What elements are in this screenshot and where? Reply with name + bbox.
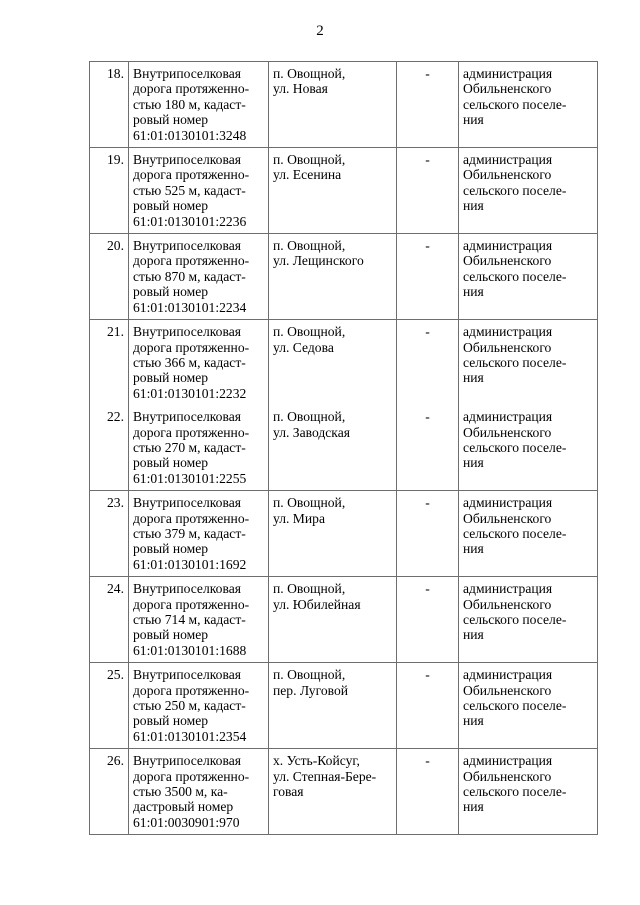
owner-line: сельского поселе-	[463, 354, 567, 370]
road-description-line: дорога протяженно-	[133, 81, 250, 97]
owner-line: Обильненского	[463, 424, 552, 440]
owner-line: администрация	[463, 409, 553, 425]
owner	[459, 577, 598, 663]
row-number: 24.	[90, 577, 129, 663]
road-address	[269, 234, 397, 320]
road-address-line: п. Овощной,	[273, 581, 346, 597]
owner	[459, 234, 598, 320]
row-number: 21.	[90, 320, 129, 406]
road-description-line: Внутрипоселковая	[133, 495, 241, 511]
road-address-line: ул. Юбилейная	[273, 596, 361, 612]
empty-value: -	[397, 577, 459, 663]
road-description	[129, 234, 269, 320]
road-address-line: говая	[273, 784, 304, 800]
road-description	[129, 577, 269, 663]
road-address-line: пер. Луговой	[273, 682, 349, 698]
road-address-line: ул. Есенина	[273, 167, 342, 183]
empty-value: -	[397, 320, 459, 406]
owner	[459, 320, 598, 406]
road-description-line: стью 250 м, кадаст-	[133, 698, 246, 714]
row-number: 26.	[90, 749, 129, 835]
road-description	[129, 320, 269, 406]
owner-line: ния	[463, 713, 484, 729]
table-row	[90, 663, 598, 749]
table-row	[90, 148, 598, 234]
road-description	[129, 491, 269, 577]
road-description-line: 61:01:0130101:2236	[133, 213, 247, 229]
table-row	[90, 749, 598, 835]
road-description-line: дорога протяженно-	[133, 682, 250, 698]
road-address-line: ул. Седова	[273, 339, 334, 355]
empty-value: -	[397, 62, 459, 148]
road-description-line: Внутрипоселковая	[133, 753, 241, 769]
road-address-line: ул. Лещинского	[273, 253, 364, 269]
road-description	[129, 663, 269, 749]
road-description-line: ровый номер	[133, 284, 209, 300]
road-description-line: дорога протяженно-	[133, 339, 250, 355]
road-description	[129, 62, 269, 148]
empty-value: -	[397, 491, 459, 577]
row-number: 25.	[90, 663, 129, 749]
empty-value: -	[397, 663, 459, 749]
road-description-line: Внутрипоселковая	[133, 324, 241, 340]
table-row	[90, 320, 598, 406]
road-description-line: Внутрипоселковая	[133, 581, 241, 597]
road-description-line: 61:01:0130101:2232	[133, 385, 247, 401]
road-address	[269, 749, 397, 835]
road-address-line: ул. Мира	[273, 510, 325, 526]
table-row	[90, 405, 598, 491]
road-description-line: 61:01:0130101:1688	[133, 642, 247, 658]
owner-line: сельского поселе-	[463, 439, 567, 455]
owner-line: администрация	[463, 753, 553, 769]
road-description-line: стью 270 м, кадаст-	[133, 439, 246, 455]
road-address-line: п. Овощной,	[273, 495, 346, 511]
empty-value: -	[397, 405, 459, 491]
road-description-line: 61:01:0130101:2255	[133, 470, 247, 486]
road-description-line: дорога протяженно-	[133, 768, 250, 784]
road-description	[129, 749, 269, 835]
owner-line: ния	[463, 455, 484, 471]
owner-line: Обильненского	[463, 682, 552, 698]
owner-line: сельского поселе-	[463, 612, 567, 627]
row-number: 23.	[90, 491, 129, 577]
road-description-line: стью 3500 м, ка-	[133, 784, 228, 800]
road-address-line: п. Овощной,	[273, 667, 346, 683]
row-number: 20.	[90, 234, 129, 320]
road-address-line: ул. Заводская	[273, 424, 350, 440]
owner-line: администрация	[463, 581, 553, 597]
road-address-line: п. Овощной,	[273, 324, 346, 340]
owner-line: ния	[463, 112, 484, 128]
road-description-line: 61:01:0130101:2234	[133, 299, 247, 315]
road-address	[269, 62, 397, 148]
road-description-line: 61:01:0130101:3248	[133, 127, 247, 143]
owner-line: сельского поселе-	[463, 96, 567, 112]
road-description-line: Внутрипоселковая	[133, 238, 241, 254]
page-number: 2	[316, 23, 324, 39]
owner-line: администрация	[463, 238, 553, 254]
road-description-line: ровый номер	[133, 541, 209, 557]
owner-line: администрация	[463, 495, 553, 511]
road-description-line: ровый номер	[133, 370, 209, 386]
road-description-line: 61:01:0130101:1692	[133, 556, 247, 572]
owner-line: сельского поселе-	[463, 525, 567, 541]
road-address-line: ул. Новая	[273, 81, 328, 97]
road-description-line: ровый номер	[133, 455, 209, 471]
owner	[459, 148, 598, 234]
owner-line: сельского поселе-	[463, 698, 567, 714]
road-address	[269, 577, 397, 663]
owner-line: администрация	[463, 66, 553, 81]
road-address	[269, 405, 397, 491]
road-description-line: дастровый номер	[133, 799, 234, 815]
road-description-line: стью 870 м, кадаст-	[133, 268, 246, 284]
owner-line: Обильненского	[463, 253, 552, 269]
road-description-line: Внутрипоселковая	[133, 667, 241, 683]
road-address	[269, 320, 397, 406]
owner-line: сельского поселе-	[463, 182, 567, 198]
empty-value: -	[397, 749, 459, 835]
road-description-line: дорога протяженно-	[133, 167, 250, 183]
road-description-line: стью 366 м, кадаст-	[133, 354, 246, 370]
owner-line: ния	[463, 198, 484, 214]
road-description-line: стью 180 м, кадаст-	[133, 96, 246, 112]
owner-line: ния	[463, 799, 484, 815]
owner	[459, 405, 598, 491]
owner-line: ния	[463, 284, 484, 300]
road-address-line: п. Овощной,	[273, 238, 346, 254]
table-row	[90, 577, 598, 663]
owner-line: администрация	[463, 324, 553, 340]
road-address-line: х. Усть-Койсуг,	[273, 753, 360, 769]
road-description-line: дорога протяженно-	[133, 424, 250, 440]
road-description-line: стью 714 м, кадаст-	[133, 612, 246, 627]
road-description-line: Внутрипоселковая	[133, 66, 241, 81]
table-row	[90, 491, 598, 577]
owner-line: сельского поселе-	[463, 268, 567, 284]
road-address	[269, 491, 397, 577]
owner-line: Обильненского	[463, 768, 552, 784]
owner-line: администрация	[463, 667, 553, 683]
owner-line: Обильненского	[463, 81, 552, 97]
road-description-line: ровый номер	[133, 198, 209, 214]
road-address	[269, 663, 397, 749]
owner-line: Обильненского	[463, 167, 552, 183]
owner	[459, 62, 598, 148]
table-row	[90, 62, 598, 148]
row-number: 18.	[90, 62, 129, 148]
table-row	[90, 234, 598, 320]
road-description-line: ровый номер	[133, 713, 209, 729]
road-address-line: п. Овощной,	[273, 152, 346, 168]
empty-value: -	[397, 234, 459, 320]
owner-line: Обильненского	[463, 596, 552, 612]
owner-line: Обильненского	[463, 339, 552, 355]
table-body	[90, 62, 598, 835]
owner-line: ния	[463, 370, 484, 386]
road-description-line: 61:01:0030901:970	[133, 814, 240, 830]
road-registry-table	[89, 61, 598, 835]
road-description-line: стью 379 м, кадаст-	[133, 525, 246, 541]
owner-line: администрация	[463, 152, 553, 168]
road-address-line: п. Овощной,	[273, 409, 346, 425]
owner	[459, 491, 598, 577]
owner-line: Обильненского	[463, 510, 552, 526]
row-number: 22.	[90, 405, 129, 491]
road-description-line: дорога протяженно-	[133, 510, 250, 526]
owner	[459, 749, 598, 835]
owner-line: ния	[463, 541, 484, 557]
road-description-line: Внутрипоселковая	[133, 409, 241, 425]
road-description-line: дорога протяженно-	[133, 253, 250, 269]
owner	[459, 663, 598, 749]
road-description-line: стью 525 м, кадаст-	[133, 182, 246, 198]
road-description-line: ровый номер	[133, 112, 209, 128]
road-description-line: дорога протяженно-	[133, 596, 250, 612]
road-description	[129, 405, 269, 491]
road-description-line: ровый номер	[133, 627, 209, 643]
road-description-line: Внутрипоселковая	[133, 152, 241, 168]
owner-line: сельского поселе-	[463, 784, 567, 800]
owner-line: ния	[463, 627, 484, 643]
road-address-line: ул. Степная-Бере-	[273, 768, 377, 784]
road-address	[269, 148, 397, 234]
road-description-line: 61:01:0130101:2354	[133, 728, 247, 744]
empty-value: -	[397, 148, 459, 234]
road-description	[129, 148, 269, 234]
row-number: 19.	[90, 148, 129, 234]
road-address-line: п. Овощной,	[273, 66, 346, 81]
